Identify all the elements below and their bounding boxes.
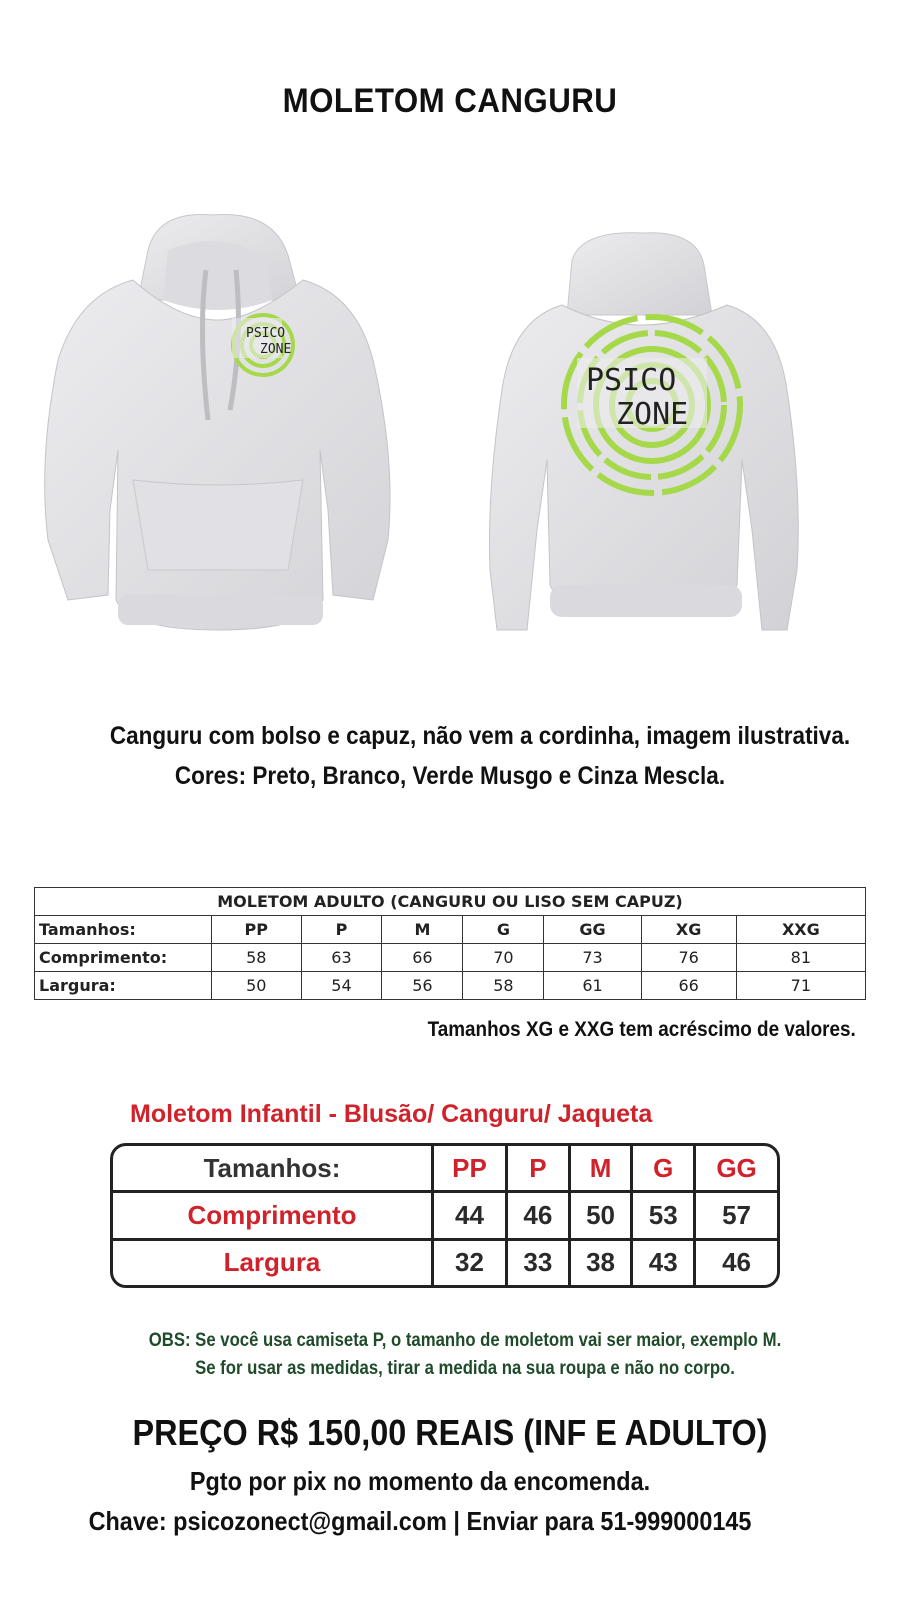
- row-label: Comprimento:: [35, 944, 212, 972]
- table-cell: 66: [382, 944, 463, 972]
- payment-line-1: Pgto por pix no momento da encomenda.: [189, 1466, 651, 1496]
- payment-line-2: Chave: psicozonect@gmail.com | Enviar para 51-999000145: [88, 1506, 752, 1536]
- table-cell: 76: [641, 944, 736, 972]
- svg-text:PSICO: PSICO: [246, 326, 286, 341]
- size-header: XXG: [736, 916, 865, 944]
- table-row: [113, 1192, 777, 1240]
- hoodie-back-image: [482, 230, 807, 660]
- adult-table-caption: MOLETOM ADULTO (CANGURU OU LISO SEM CAPUZ): [35, 888, 866, 916]
- table-cell: 44: [433, 1192, 507, 1240]
- size-header: GG: [695, 1146, 777, 1192]
- table-row: [113, 1239, 777, 1285]
- kids-table-title: Moletom Infantil - Blusão/ Canguru/ Jaqueta: [130, 1100, 653, 1128]
- table-row: [35, 972, 866, 1000]
- price-text: PREÇO R$ 150,00 REAIS (INF E ADULTO): [132, 1412, 768, 1453]
- size-header: M: [569, 1146, 632, 1192]
- table-cell: 73: [544, 944, 641, 972]
- table-cell: 66: [641, 972, 736, 1000]
- table-cell: 50: [569, 1192, 632, 1240]
- size-header: XG: [641, 916, 736, 944]
- table-cell: 57: [695, 1192, 777, 1240]
- svg-text:ZONE: ZONE: [260, 342, 292, 357]
- table-cell: 63: [301, 944, 382, 972]
- size-header: M: [382, 916, 463, 944]
- table-row: [113, 1146, 777, 1192]
- adult-size-table: [34, 887, 866, 1000]
- size-header: GG: [544, 916, 641, 944]
- table-row: [35, 944, 866, 972]
- size-header: P: [507, 1146, 570, 1192]
- adult-size-note: Tamanhos XG e XXG tem acréscimo de valores.: [427, 1018, 856, 1041]
- table-cell: 38: [569, 1239, 632, 1285]
- table-cell: 81: [736, 944, 865, 972]
- table-cell: 58: [463, 972, 544, 1000]
- svg-text:ZONE: ZONE: [616, 397, 689, 432]
- kids-size-table: [110, 1143, 780, 1288]
- table-cell: 46: [722, 1247, 751, 1278]
- page-title: MOLETOM CANGURU: [282, 82, 618, 120]
- adult-header-label: Tamanhos:: [35, 916, 212, 944]
- hoodie-front-image: [38, 210, 393, 650]
- description-line-2: Cores: Preto, Branco, Verde Musgo e Cinza Mescla.: [174, 762, 726, 790]
- svg-text:PSICO: PSICO: [586, 363, 677, 398]
- size-header: PP: [212, 916, 302, 944]
- size-header: P: [301, 916, 382, 944]
- table-cell: 46: [507, 1192, 570, 1240]
- table-row: [35, 916, 866, 944]
- kids-header-label: Tamanhos:: [113, 1146, 433, 1192]
- table-cell: 53: [632, 1192, 695, 1240]
- table-cell: 33: [507, 1239, 570, 1285]
- psico-zone-logo-small: [232, 315, 293, 375]
- table-cell: 50: [212, 972, 302, 1000]
- size-header: G: [632, 1146, 695, 1192]
- row-label: Largura:: [35, 972, 212, 1000]
- obs-line-2: Se for usar as medidas, tirar a medida na sua roupa e não no corpo.: [195, 1358, 735, 1379]
- table-cell: 32: [433, 1239, 507, 1285]
- table-cell: 43: [632, 1239, 695, 1285]
- table-cell: 71: [736, 972, 865, 1000]
- obs-line-1: OBS: Se você usa camiseta P, o tamanho de moletom vai ser maior, exemplo M.: [148, 1330, 782, 1351]
- size-header: G: [463, 916, 544, 944]
- table-cell: 70: [463, 944, 544, 972]
- table-cell: 56: [382, 972, 463, 1000]
- table-cell: 61: [544, 972, 641, 1000]
- row-label: Comprimento: [113, 1192, 433, 1240]
- size-header: PP: [433, 1146, 507, 1192]
- description-line-1: Canguru com bolso e capuz, não vem a cordinha, imagem ilustrativa.: [109, 722, 851, 750]
- table-cell: 58: [212, 944, 302, 972]
- table-cell: 54: [301, 972, 382, 1000]
- row-label: Largura: [113, 1239, 433, 1285]
